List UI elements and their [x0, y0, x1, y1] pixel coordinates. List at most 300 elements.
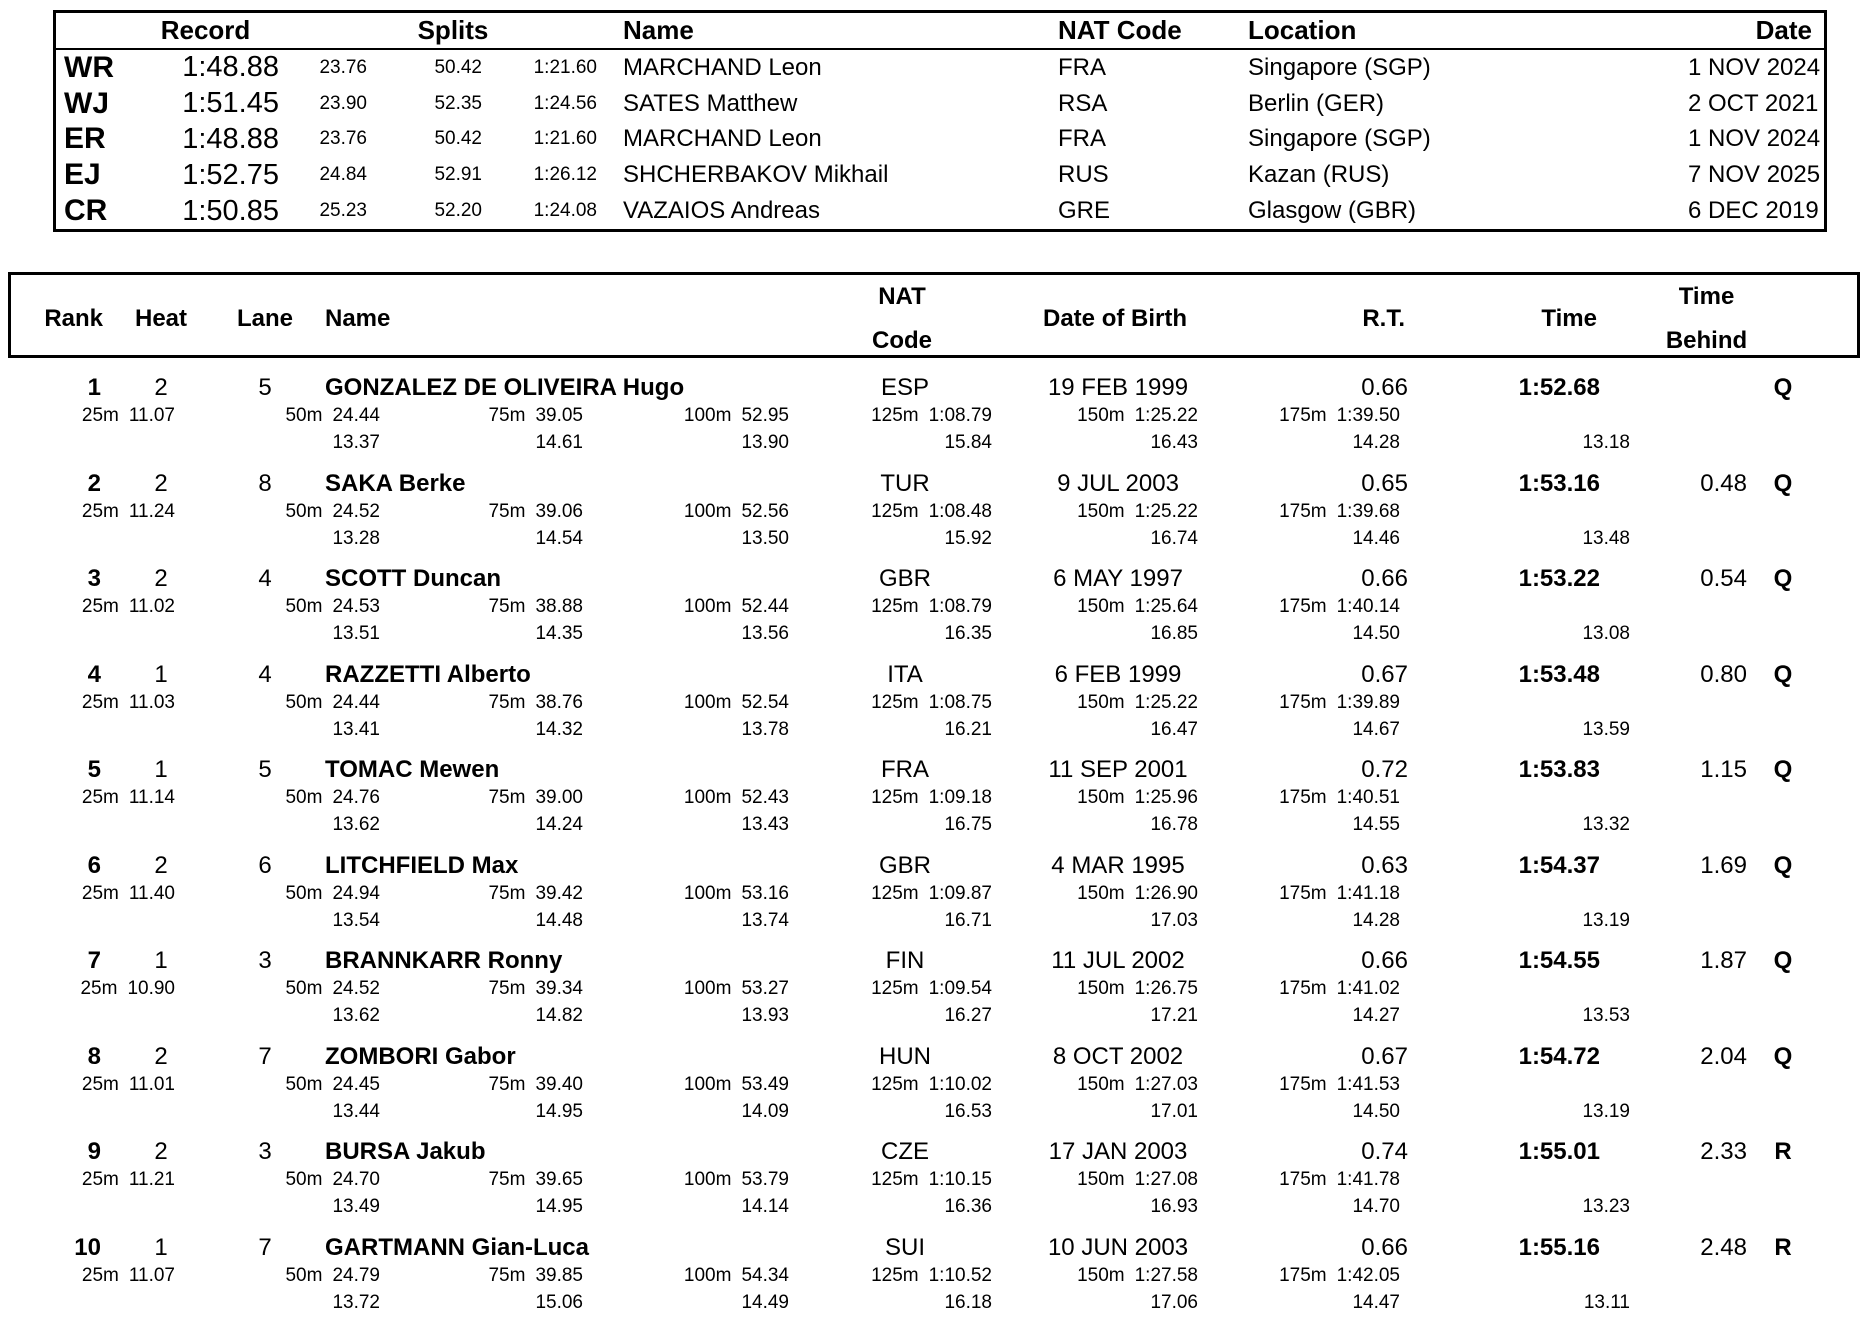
results-header-lane: Lane — [215, 305, 315, 333]
split-distance-label: 25m — [82, 786, 119, 813]
qualification-flag: R — [1747, 1234, 1819, 1264]
lane-value: 5 — [215, 756, 315, 786]
subsplit-value: 13.50 — [583, 527, 789, 551]
subsplit-value: 13.54 — [175, 909, 380, 933]
subsplit-value: 14.28 — [1198, 431, 1400, 455]
record-split-100m: 52.91 — [383, 164, 498, 186]
lane-value: 6 — [215, 852, 315, 882]
final-time-value: 1:55.16 — [1408, 1234, 1600, 1264]
split-125m — [789, 1168, 992, 1195]
split-50m — [175, 404, 380, 431]
split-time: 1:08.75 — [929, 691, 992, 718]
results-header-name: Name — [315, 305, 795, 333]
split-75m — [380, 1073, 583, 1100]
records-header-name: Name — [613, 15, 1058, 46]
split-25m — [8, 595, 175, 622]
results-header-time: Time — [1405, 305, 1597, 333]
subsplit-value: 16.74 — [992, 527, 1198, 551]
nat-code-value: GBR — [798, 852, 1012, 882]
record-time: 1:52.75 — [118, 159, 293, 192]
split-distance-label: 50m — [285, 595, 322, 622]
subsplit-value: 13.62 — [175, 813, 380, 837]
split-time: 1:27.58 — [1135, 1264, 1198, 1291]
split-distance-label: 75m — [488, 977, 525, 1004]
split-time: 52.43 — [741, 786, 789, 813]
reaction-time-value: 0.67 — [1224, 661, 1408, 691]
date-of-birth-value: 17 JAN 2003 — [1012, 1138, 1224, 1168]
split-distance-label: 150m — [1077, 595, 1125, 622]
results-header-time-behind — [1597, 275, 1816, 363]
split-time: 38.76 — [535, 691, 583, 718]
subsplit-value: 16.18 — [789, 1291, 992, 1315]
record-time: 1:51.45 — [118, 87, 293, 120]
final-time-value: 1:54.37 — [1408, 852, 1600, 882]
nat-code-value: TUR — [798, 470, 1012, 500]
split-150m — [992, 691, 1198, 718]
heat-value: 1 — [107, 756, 215, 786]
time-behind-value: 1.15 — [1600, 756, 1747, 786]
swimmer-name: BRANNKARR Ronny — [315, 947, 798, 977]
split-distance-label: 150m — [1077, 691, 1125, 718]
rank-value: 10 — [8, 1234, 107, 1264]
split-time: 53.49 — [741, 1073, 789, 1100]
split-time: 1:26.90 — [1135, 882, 1198, 909]
result-subsplits-line — [8, 909, 1860, 933]
split-75m — [380, 404, 583, 431]
subsplit-value: 14.27 — [1198, 1004, 1400, 1028]
result-main-line — [8, 565, 1860, 595]
reaction-time-value: 0.67 — [1224, 1043, 1408, 1073]
date-of-birth-value: 19 FEB 1999 — [1012, 374, 1224, 404]
subsplit-value: 16.85 — [992, 622, 1198, 646]
final-time-value: 1:53.22 — [1408, 565, 1600, 595]
subsplit-value: 13.11 — [1400, 1291, 1630, 1315]
subsplit-value: 13.28 — [175, 527, 380, 551]
split-50m — [175, 882, 380, 909]
subsplit-value: 13.51 — [175, 622, 380, 646]
split-time: 1:09.54 — [929, 977, 992, 1004]
subsplit-value: 14.09 — [583, 1100, 789, 1124]
split-distance-label: 50m — [285, 1264, 322, 1291]
split-75m — [380, 500, 583, 527]
split-time: 38.88 — [535, 595, 583, 622]
final-time-value: 1:53.16 — [1408, 470, 1600, 500]
split-time: 1:40.14 — [1337, 595, 1400, 622]
split-125m — [789, 691, 992, 718]
subsplit-value: 13.49 — [175, 1195, 380, 1219]
split-time: 1:41.02 — [1337, 977, 1400, 1004]
split-150m — [992, 977, 1198, 1004]
reaction-time-value: 0.63 — [1224, 852, 1408, 882]
split-time: 24.52 — [332, 977, 380, 1004]
split-time: 53.16 — [741, 882, 789, 909]
subsplit-value: 16.35 — [789, 622, 992, 646]
time-behind-value: 2.33 — [1600, 1138, 1747, 1168]
split-time: 52.44 — [741, 595, 789, 622]
record-row — [56, 157, 1824, 193]
split-175m — [1198, 882, 1400, 909]
subsplit-value: 13.37 — [175, 431, 380, 455]
record-date: 1 NOV 2024 — [1688, 54, 1832, 82]
result-row — [8, 374, 1860, 470]
record-row — [56, 50, 1824, 86]
split-time: 39.05 — [535, 404, 583, 431]
subsplit-value: 16.78 — [992, 813, 1198, 837]
reaction-time-value: 0.66 — [1224, 1234, 1408, 1264]
date-of-birth-value: 6 MAY 1997 — [1012, 565, 1224, 595]
subsplit-value: 17.01 — [992, 1100, 1198, 1124]
split-distance-label: 100m — [684, 595, 732, 622]
split-time: 1:08.79 — [929, 404, 992, 431]
time-behind-value: 0.80 — [1600, 661, 1747, 691]
result-subsplits-line — [8, 527, 1860, 551]
split-distance-label: 175m — [1279, 882, 1327, 909]
split-distance-label: 125m — [871, 1264, 919, 1291]
swimmer-name: RAZZETTI Alberto — [315, 661, 798, 691]
record-date: 7 NOV 2025 — [1688, 161, 1832, 189]
subsplit-value: 14.48 — [380, 909, 583, 933]
nat-code-value: ITA — [798, 661, 1012, 691]
time-behind-value: 1.87 — [1600, 947, 1747, 977]
split-75m — [380, 1168, 583, 1195]
time-behind-value: 2.04 — [1600, 1043, 1747, 1073]
split-distance-label: 175m — [1279, 595, 1327, 622]
heat-value: 2 — [107, 1138, 215, 1168]
record-holder-name: MARCHAND Leon — [613, 54, 1058, 82]
split-distance-label: 125m — [871, 786, 919, 813]
subsplit-value: 16.53 — [789, 1100, 992, 1124]
time-behind-value: 2.48 — [1600, 1234, 1747, 1264]
subsplit-value: 13.19 — [1400, 909, 1630, 933]
split-time: 52.95 — [741, 404, 789, 431]
split-distance-label: 100m — [684, 1264, 732, 1291]
split-distance-label: 150m — [1077, 882, 1125, 909]
split-time: 11.21 — [129, 1168, 175, 1195]
split-50m — [175, 500, 380, 527]
result-subsplits-line — [8, 1195, 1860, 1219]
split-time: 1:27.03 — [1135, 1073, 1198, 1100]
split-time: 1:39.50 — [1337, 404, 1400, 431]
subsplit-value: 14.67 — [1198, 718, 1400, 742]
result-main-line — [8, 947, 1860, 977]
split-75m — [380, 882, 583, 909]
rank-value: 4 — [8, 661, 107, 691]
split-distance-label: 25m — [82, 1168, 119, 1195]
split-150m — [992, 500, 1198, 527]
split-distance-label: 125m — [871, 977, 919, 1004]
result-splits-line — [8, 1073, 1860, 1100]
swimmer-name: GONZALEZ DE OLIVEIRA Hugo — [315, 374, 798, 404]
split-25m — [8, 1168, 175, 1195]
subsplit-value: 16.43 — [992, 431, 1198, 455]
subsplit-value: 14.61 — [380, 431, 583, 455]
record-split-150m: 1:21.60 — [498, 57, 613, 79]
record-nat-code: FRA — [1058, 54, 1248, 82]
split-distance-label: 100m — [684, 404, 732, 431]
records-header-nat-code: NAT Code — [1058, 15, 1248, 46]
subsplit-value: 13.19 — [1400, 1100, 1630, 1124]
split-distance-label: 150m — [1077, 1264, 1125, 1291]
subsplit-value: 14.55 — [1198, 813, 1400, 837]
split-distance-label: 175m — [1279, 404, 1327, 431]
split-25m — [8, 786, 175, 813]
split-175m — [1198, 977, 1400, 1004]
results-header-heat: Heat — [107, 305, 215, 333]
split-distance-label: 100m — [684, 977, 732, 1004]
record-type-label: ER — [56, 122, 118, 156]
qualification-flag: Q — [1747, 470, 1819, 500]
result-row — [8, 1138, 1860, 1234]
rank-value: 8 — [8, 1043, 107, 1073]
record-split-100m: 52.20 — [383, 200, 498, 222]
lane-value: 3 — [215, 947, 315, 977]
split-distance-label: 50m — [285, 786, 322, 813]
split-100m — [583, 691, 789, 718]
swimmer-name: SAKA Berke — [315, 470, 798, 500]
qualification-flag: Q — [1747, 374, 1819, 404]
subsplit-value: 16.21 — [789, 718, 992, 742]
result-main-line — [8, 1043, 1860, 1073]
split-time: 1:25.22 — [1135, 404, 1198, 431]
record-location: Singapore (SGP) — [1248, 54, 1688, 82]
record-nat-code: GRE — [1058, 197, 1248, 225]
subsplit-value: 14.35 — [380, 622, 583, 646]
time-behind-value: 1.69 — [1600, 852, 1747, 882]
subsplit-value: 13.78 — [583, 718, 789, 742]
result-main-line — [8, 756, 1860, 786]
result-row — [8, 852, 1860, 948]
results-rows — [8, 358, 1860, 1329]
lane-value: 5 — [215, 374, 315, 404]
split-time: 11.24 — [129, 500, 175, 527]
record-holder-name: SHCHERBAKOV Mikhail — [613, 161, 1058, 189]
reaction-time-value: 0.66 — [1224, 374, 1408, 404]
split-time: 1:39.89 — [1337, 691, 1400, 718]
split-125m — [789, 595, 992, 622]
split-distance-label: 25m — [80, 977, 117, 1004]
split-time: 24.94 — [332, 882, 380, 909]
record-holder-name: VAZAIOS Andreas — [613, 197, 1058, 225]
split-time: 1:39.68 — [1337, 500, 1400, 527]
split-175m — [1198, 500, 1400, 527]
split-175m — [1198, 595, 1400, 622]
split-time: 53.79 — [741, 1168, 789, 1195]
date-of-birth-value: 6 FEB 1999 — [1012, 661, 1224, 691]
split-time: 24.44 — [332, 404, 380, 431]
subsplit-value: 13.23 — [1400, 1195, 1630, 1219]
subsplit-value: 13.72 — [175, 1291, 380, 1315]
split-time: 1:10.15 — [929, 1168, 992, 1195]
split-distance-label: 25m — [82, 595, 119, 622]
split-distance-label: 50m — [285, 977, 322, 1004]
results-header-reaction-time: R.T. — [1221, 305, 1405, 333]
split-distance-label: 50m — [285, 1073, 322, 1100]
split-75m — [380, 595, 583, 622]
subsplit-value: 14.28 — [1198, 909, 1400, 933]
subsplit-value: 13.08 — [1400, 622, 1630, 646]
final-time-value: 1:54.72 — [1408, 1043, 1600, 1073]
subsplit-value: 14.24 — [380, 813, 583, 837]
split-distance-label: 150m — [1077, 404, 1125, 431]
record-type-label: CR — [56, 194, 118, 228]
result-main-line — [8, 852, 1860, 882]
split-time: 1:08.79 — [929, 595, 992, 622]
split-time: 10.90 — [127, 977, 175, 1004]
split-125m — [789, 500, 992, 527]
swimmer-name: SCOTT Duncan — [315, 565, 798, 595]
record-row — [56, 122, 1824, 158]
rank-value: 3 — [8, 565, 107, 595]
split-distance-label: 175m — [1279, 691, 1327, 718]
split-75m — [380, 786, 583, 813]
split-time: 1:25.22 — [1135, 500, 1198, 527]
result-main-line — [8, 661, 1860, 691]
split-175m — [1198, 1168, 1400, 1195]
split-125m — [789, 404, 992, 431]
result-subsplits-line — [8, 1291, 1860, 1315]
split-time: 11.40 — [129, 882, 175, 909]
lane-value: 3 — [215, 1138, 315, 1168]
result-main-line — [8, 374, 1860, 404]
split-distance-label: 25m — [82, 1073, 119, 1100]
split-25m — [8, 1073, 175, 1100]
subsplit-value: 14.49 — [583, 1291, 789, 1315]
subsplit-value: 13.53 — [1400, 1004, 1630, 1028]
result-subsplits-line — [8, 622, 1860, 646]
subsplit-value: 14.50 — [1198, 1100, 1400, 1124]
results-header-nat-code — [795, 275, 1009, 363]
result-splits-line — [8, 595, 1860, 622]
split-50m — [175, 595, 380, 622]
split-time: 54.34 — [741, 1264, 789, 1291]
subsplit-value: 13.62 — [175, 1004, 380, 1028]
split-distance-label: 75m — [488, 404, 525, 431]
split-50m — [175, 977, 380, 1004]
split-distance-label: 75m — [488, 691, 525, 718]
result-row — [8, 470, 1860, 566]
split-distance-label: 150m — [1077, 1168, 1125, 1195]
subsplit-value: 14.32 — [380, 718, 583, 742]
reaction-time-value: 0.66 — [1224, 565, 1408, 595]
result-splits-line — [8, 786, 1860, 813]
result-subsplits-line — [8, 813, 1860, 837]
split-distance-label: 125m — [871, 1073, 919, 1100]
split-time: 1:40.51 — [1337, 786, 1400, 813]
subsplit-value: 13.48 — [1400, 527, 1630, 551]
subsplit-value: 17.06 — [992, 1291, 1198, 1315]
result-row — [8, 756, 1860, 852]
result-row — [8, 947, 1860, 1043]
split-125m — [789, 882, 992, 909]
record-split-50m: 25.23 — [293, 200, 383, 222]
split-distance-label: 25m — [82, 691, 119, 718]
rank-value: 6 — [8, 852, 107, 882]
split-time: 24.45 — [332, 1073, 380, 1100]
record-location: Berlin (GER) — [1248, 90, 1688, 118]
split-25m — [8, 882, 175, 909]
split-time: 1:41.78 — [1337, 1168, 1400, 1195]
split-time: 11.02 — [129, 595, 175, 622]
qualification-flag: Q — [1747, 852, 1819, 882]
split-150m — [992, 404, 1198, 431]
heat-value: 2 — [107, 374, 215, 404]
split-time: 11.07 — [129, 1264, 175, 1291]
subsplit-value: 13.74 — [583, 909, 789, 933]
result-splits-line — [8, 882, 1860, 909]
split-time: 1:41.53 — [1337, 1073, 1400, 1100]
record-time: 1:50.85 — [118, 195, 293, 228]
record-row — [56, 193, 1824, 229]
record-nat-code: RSA — [1058, 90, 1248, 118]
subsplit-value: 14.82 — [380, 1004, 583, 1028]
qualification-flag: R — [1747, 1138, 1819, 1168]
subsplit-value: 14.50 — [1198, 622, 1400, 646]
split-150m — [992, 1073, 1198, 1100]
split-time: 52.54 — [741, 691, 789, 718]
heat-value: 2 — [107, 470, 215, 500]
record-type-label: WR — [56, 51, 118, 85]
nat-code-value: FRA — [798, 756, 1012, 786]
split-100m — [583, 977, 789, 1004]
date-of-birth-value: 11 JUL 2002 — [1012, 947, 1224, 977]
record-date: 6 DEC 2019 — [1688, 197, 1831, 225]
split-25m — [8, 404, 175, 431]
record-split-150m: 1:24.08 — [498, 200, 613, 222]
split-time: 1:09.18 — [929, 786, 992, 813]
subsplit-value: 16.93 — [992, 1195, 1198, 1219]
results-header-nat-line2: Code — [795, 319, 1009, 363]
split-distance-label: 150m — [1077, 977, 1125, 1004]
rank-value: 1 — [8, 374, 107, 404]
split-time: 39.85 — [535, 1264, 583, 1291]
subsplit-value: 13.18 — [1400, 431, 1630, 455]
subsplit-value: 15.92 — [789, 527, 992, 551]
record-location: Singapore (SGP) — [1248, 125, 1688, 153]
records-header-record: Record — [118, 15, 293, 46]
records-header-date: Date — [1688, 15, 1824, 46]
split-distance-label: 175m — [1279, 1264, 1327, 1291]
rank-value: 7 — [8, 947, 107, 977]
split-distance-label: 100m — [684, 786, 732, 813]
time-behind-value: 0.48 — [1600, 470, 1747, 500]
record-split-50m: 24.84 — [293, 164, 383, 186]
result-splits-line — [8, 1168, 1860, 1195]
nat-code-value: ESP — [798, 374, 1012, 404]
result-main-line — [8, 1234, 1860, 1264]
heat-value: 1 — [107, 661, 215, 691]
final-time-value: 1:53.83 — [1408, 756, 1600, 786]
result-main-line — [8, 470, 1860, 500]
split-time: 24.79 — [332, 1264, 380, 1291]
subsplit-value: 13.59 — [1400, 718, 1630, 742]
heat-value: 2 — [107, 852, 215, 882]
record-split-150m: 1:21.60 — [498, 128, 613, 150]
result-row — [8, 565, 1860, 661]
record-row — [56, 86, 1824, 122]
split-time: 24.76 — [332, 786, 380, 813]
record-split-50m: 23.90 — [293, 93, 383, 115]
split-100m — [583, 1168, 789, 1195]
result-splits-line — [8, 977, 1860, 1004]
split-distance-label: 75m — [488, 1168, 525, 1195]
final-time-value: 1:52.68 — [1408, 374, 1600, 404]
swimmer-name: ZOMBORI Gabor — [315, 1043, 798, 1073]
nat-code-value: HUN — [798, 1043, 1012, 1073]
reaction-time-value: 0.74 — [1224, 1138, 1408, 1168]
subsplit-value: 13.90 — [583, 431, 789, 455]
subsplit-value: 14.47 — [1198, 1291, 1400, 1315]
qualification-flag: Q — [1747, 947, 1819, 977]
